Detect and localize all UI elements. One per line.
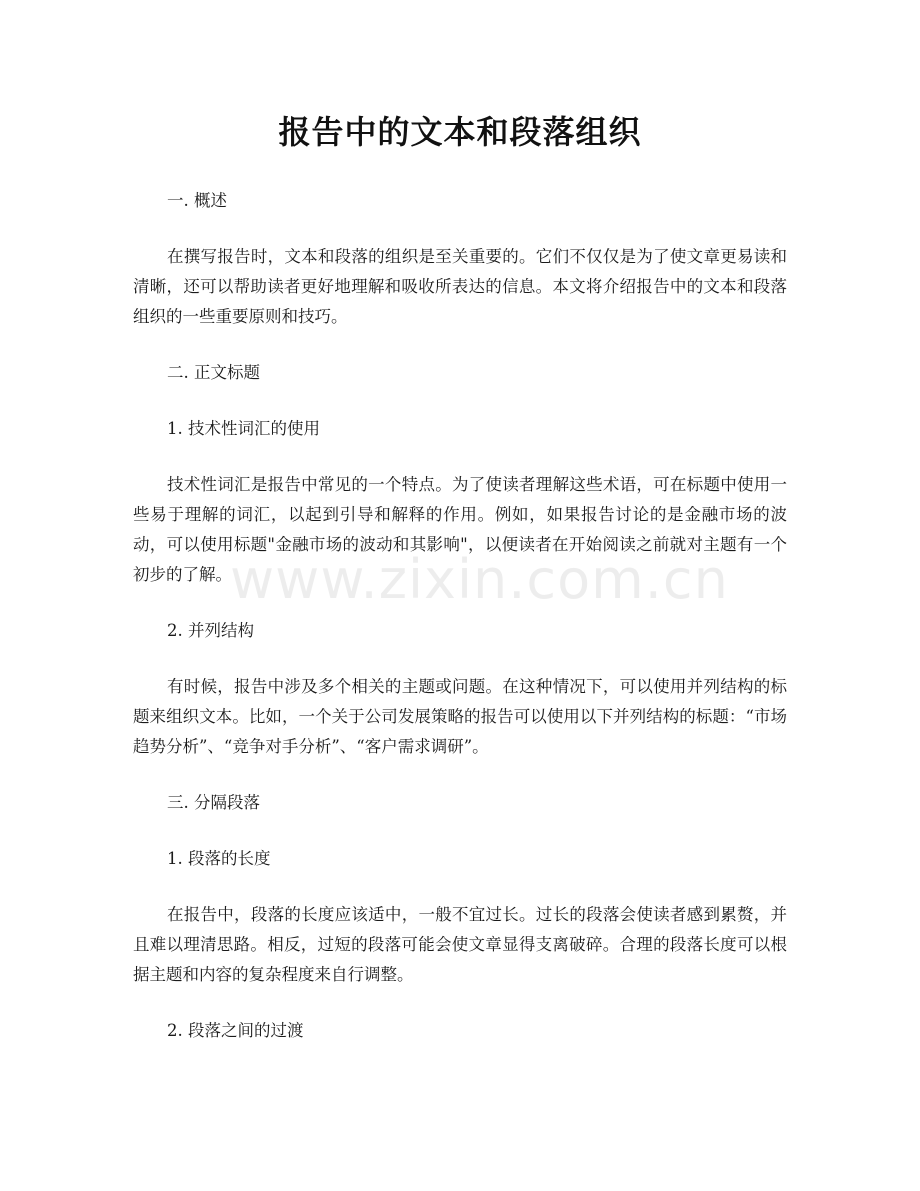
section-heading-body-titles: 二. 正文标题 xyxy=(167,363,260,382)
subheading-paragraph-length: 1. 段落的长度 xyxy=(167,849,271,868)
document-title: 报告中的文本和段落组织 xyxy=(278,113,642,151)
section-heading-overview: 一. 概述 xyxy=(167,191,227,210)
paragraph-paragraph-length: 在报告中，段落的长度应该适中，一般不宜过长。过长的段落会使读者感到累赘，并且难以理清思路。相反，过短的段落可能会使文章显得支离破碎。合理的段落长度可以根据主题和内容的复杂程度来自行调整。 xyxy=(133,905,787,984)
paragraph-technical-terms: 技术性词汇是报告中常见的一个特点。为了使读者理解这些术语，可在标题中使用一些易于理解的词汇，以起到引导和解释的作用。例如，如果报告讨论的是金融市场的波动，可以使用标题"金融市场的波动和其影响"，以便读者在开始阅读之前就对主题有一个初步的了解。 xyxy=(133,475,787,584)
subheading-paragraph-transition: 2. 段落之间的过渡 xyxy=(167,1021,304,1040)
section-heading-separate-paragraphs: 三. 分隔段落 xyxy=(167,793,260,812)
paragraph-overview: 在撰写报告时，文本和段落的组织是至关重要的。它们不仅仅是为了使文章更易读和清晰，还可以帮助读者更好地理解和吸收所表达的信息。本文将介绍报告中的文本和段落组织的一些重要原则和技巧。 xyxy=(133,247,787,326)
document-body xyxy=(133,186,787,1072)
subheading-parallel-structure: 2. 并列结构 xyxy=(167,621,254,640)
paragraph-parallel-structure: 有时候，报告中涉及多个相关的主题或问题。在这种情况下，可以使用并列结构的标题来组织文本。比如，一个关于公司发展策略的报告可以使用以下并列结构的标题：“市场趋势分析”、“竞争对手分析”、“客户需求调研”。 xyxy=(133,677,787,756)
subheading-technical-terms: 1. 技术性词汇的使用 xyxy=(167,419,320,438)
watermark: www.zixin.com.cn xyxy=(230,548,729,611)
